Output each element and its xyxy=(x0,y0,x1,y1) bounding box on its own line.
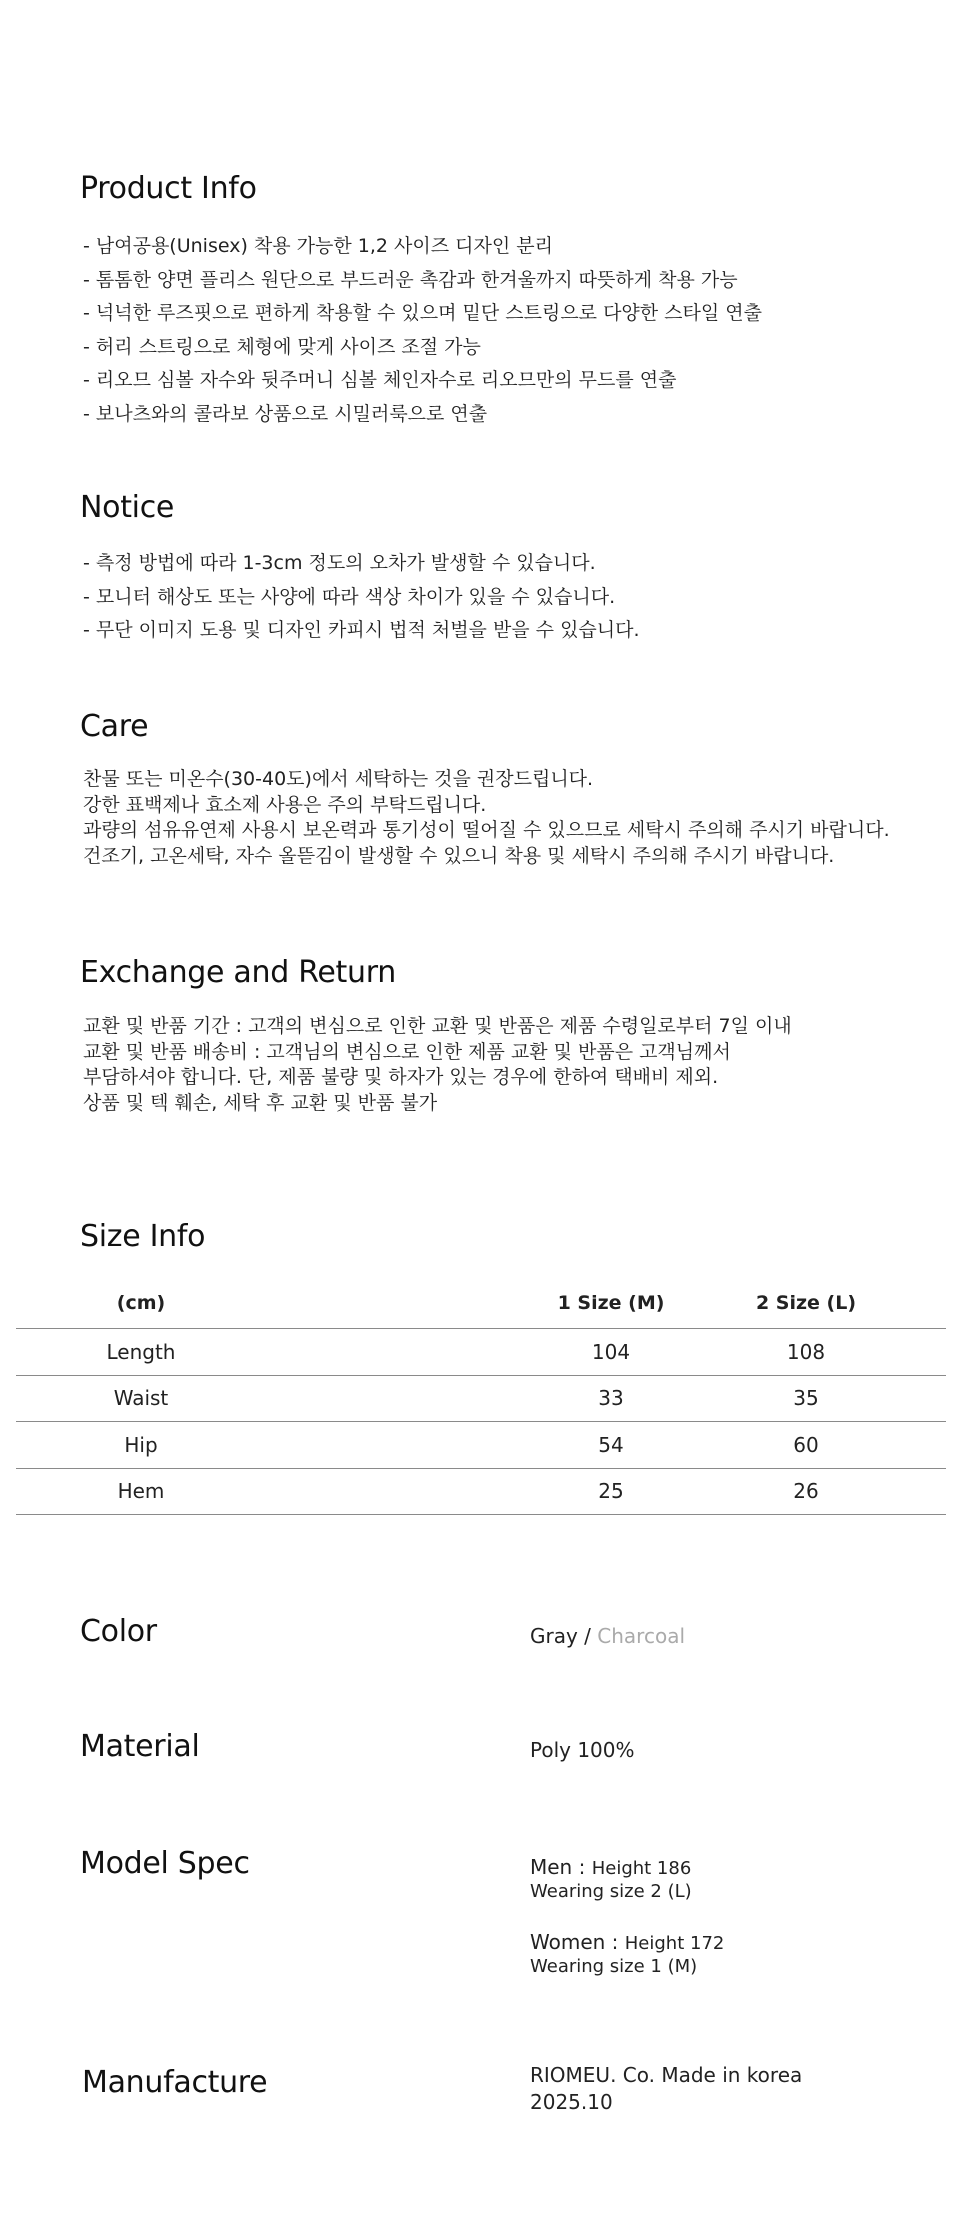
exchange-text xyxy=(80,1014,920,1116)
row-label: Waist xyxy=(16,1375,266,1422)
size-info-title: Size Info xyxy=(80,1219,206,1254)
care-section xyxy=(80,708,920,869)
care-title: Care xyxy=(80,709,149,744)
header-size-m: 1 Size (M) xyxy=(521,1278,701,1329)
header-unit: (cm) xyxy=(16,1278,266,1329)
list-item: - 보나츠와의 콜라보 상품으로 시밀러룩으로 연출 xyxy=(83,402,488,425)
material-value: Poly 100% xyxy=(530,1738,635,1762)
color-label: Color xyxy=(80,1614,157,1649)
color-value xyxy=(530,1624,685,1648)
value-size-m: 104 xyxy=(521,1329,701,1376)
color-secondary: Charcoal xyxy=(597,1624,686,1648)
care-text xyxy=(80,767,920,869)
product-info-title: Product Info xyxy=(80,171,257,206)
value-size-m: 54 xyxy=(521,1422,701,1469)
size-table xyxy=(16,1278,946,1515)
men-size: Wearing size 2 (L) xyxy=(530,1881,692,1902)
exchange-line: 부담하셔야 합니다. 단, 제품 불량 및 하자가 있는 경우에 한하여 택배비 제외. xyxy=(83,1066,719,1088)
table-row xyxy=(16,1329,946,1376)
table-header-row xyxy=(16,1278,946,1329)
row-label: Hem xyxy=(16,1468,266,1515)
women-height: Height 172 xyxy=(624,1933,725,1954)
product-info-list xyxy=(80,230,920,431)
exchange-section xyxy=(80,954,920,1116)
value-size-l: 35 xyxy=(701,1375,911,1422)
value-size-l: 60 xyxy=(701,1422,911,1469)
product-info-section xyxy=(80,170,920,431)
manufacture-value xyxy=(530,2062,802,2116)
value-size-l: 26 xyxy=(701,1468,911,1515)
model-spec-men xyxy=(530,1855,692,1903)
care-line: 과량의 섬유유연제 사용시 보온력과 통기성이 떨어질 수 있으므로 세탁시 주의해 주시기 바랍니다. xyxy=(83,819,890,841)
list-item: - 측정 방법에 따라 1-3cm 정도의 오차가 발생할 수 있습니다. xyxy=(83,552,596,574)
model-spec-women xyxy=(530,1930,724,1978)
exchange-line: 상품 및 텍 훼손, 세탁 후 교환 및 반품 불가 xyxy=(83,1091,438,1114)
list-item: - 리오므 심볼 자수와 뒷주머니 심볼 체인자수로 리오므만의 무드를 연출 xyxy=(83,369,677,391)
table-row xyxy=(16,1422,946,1469)
list-item: - 무단 이미지 도용 및 디자인 카피시 법적 처벌을 받을 수 있습니다. xyxy=(83,619,640,641)
notice-title: Notice xyxy=(80,490,175,525)
notice-section xyxy=(80,489,920,648)
table-row xyxy=(16,1375,946,1422)
manufacture-date: 2025.10 xyxy=(530,2090,613,2114)
women-label: Women : xyxy=(530,1930,619,1954)
material-label: Material xyxy=(80,1729,200,1764)
care-line: 건조기, 고온세탁, 자수 올뜯김이 발생할 수 있으니 착용 및 세탁시 주의해 주시기 바랍니다. xyxy=(83,844,835,867)
manufacture-label: Manufacture xyxy=(82,2065,268,2100)
header-size-l: 2 Size (L) xyxy=(701,1278,911,1329)
men-label: Men : xyxy=(530,1855,586,1879)
men-height: Height 186 xyxy=(591,1858,692,1879)
list-item: - 남여공용(Unisex) 착용 가능한 1,2 사이즈 디자인 분리 xyxy=(83,235,553,257)
row-label: Length xyxy=(16,1329,266,1376)
value-size-m: 33 xyxy=(521,1375,701,1422)
color-primary: Gray / xyxy=(530,1624,591,1648)
exchange-title: Exchange and Return xyxy=(80,955,396,990)
value-size-l: 108 xyxy=(701,1329,911,1376)
list-item: - 넉넉한 루즈핏으로 편하게 착용할 수 있으며 밑단 스트링으로 다양한 스타일 연출 xyxy=(83,302,762,324)
care-line: 강한 표백제나 효소제 사용은 주의 부탁드립니다. xyxy=(83,793,487,816)
model-spec-label: Model Spec xyxy=(80,1846,250,1881)
manufacture-company: RIOMEU. Co. Made in korea xyxy=(530,2063,803,2087)
exchange-line: 교환 및 반품 배송비 : 고객님의 변심으로 인한 제품 교환 및 반품은 고객님께서 xyxy=(83,1040,731,1063)
value-size-m: 25 xyxy=(521,1468,701,1515)
list-item: - 허리 스트링으로 체형에 맞게 사이즈 조절 가능 xyxy=(83,335,481,358)
notice-list xyxy=(80,547,920,648)
exchange-line: 교환 및 반품 기간 : 고객의 변심으로 인한 교환 및 반품은 제품 수령일로부터 7일 이내 xyxy=(83,1015,792,1037)
list-item: - 모니터 해상도 또는 사양에 따라 색상 차이가 있을 수 있습니다. xyxy=(83,585,616,608)
list-item: - 톰톰한 양면 플리스 원단으로 부드러운 촉감과 한겨울까지 따뜻하게 착용 가능 xyxy=(83,268,738,291)
women-size: Wearing size 1 (M) xyxy=(530,1956,698,1977)
size-info-section xyxy=(80,1218,920,1256)
table-row xyxy=(16,1468,946,1515)
row-label: Hip xyxy=(16,1422,266,1469)
care-line: 찬물 또는 미온수(30-40도)에서 세탁하는 것을 권장드립니다. xyxy=(83,768,594,790)
